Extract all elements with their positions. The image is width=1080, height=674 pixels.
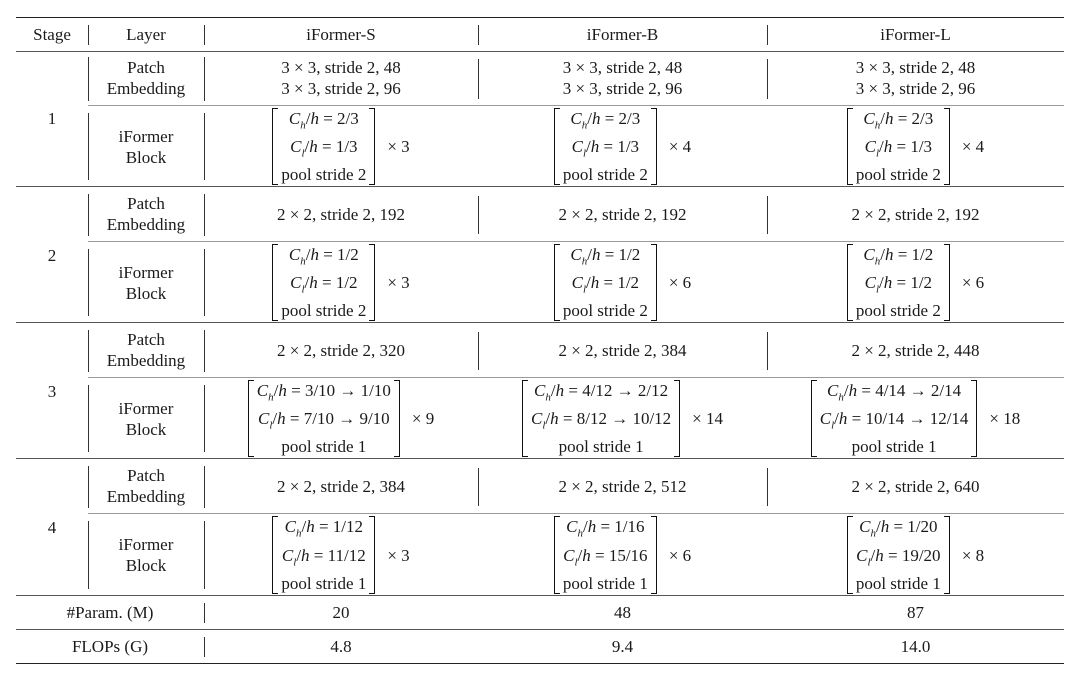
patch-embedding-label-4	[88, 462, 204, 510]
matrix-body	[254, 380, 394, 458]
cl-value: 1/3	[335, 137, 358, 156]
ch-ratio: $C_h/h = 1/2$	[570, 244, 641, 267]
bracket-matrix	[272, 244, 375, 322]
right-bracket	[369, 108, 375, 186]
pool-stride: pool stride 1	[281, 573, 367, 593]
cl-ratio: $C_l/h = 15/16$	[563, 545, 648, 568]
param-value-2: 48	[614, 602, 631, 622]
cl-value: 1/2	[335, 273, 358, 292]
patch-embedding-label-1	[88, 53, 204, 103]
cl-value: 7/10 → 9/10	[303, 409, 390, 428]
patch-config-s2-2	[478, 190, 767, 238]
header-rule	[16, 51, 1064, 52]
block-config-s1-3	[767, 109, 1064, 184]
divider	[478, 196, 479, 234]
config-matrix	[847, 108, 984, 186]
stage-number-1: 1	[47, 109, 57, 128]
right-bracket	[651, 516, 657, 594]
block-config-s2-1	[204, 245, 478, 320]
block-config-s3-3	[767, 381, 1064, 456]
ch-value: 3/10 → 1/10	[304, 380, 391, 400]
divider	[767, 59, 768, 99]
bracket-matrix	[554, 108, 657, 186]
model-header-2: iFormer-B	[586, 24, 659, 44]
ch-ratio: $C_h/h = 4/14 \to 2/14$	[827, 380, 962, 403]
flops-value-3: 14.0	[900, 636, 931, 656]
bracket-matrix	[847, 108, 950, 186]
row-separator	[88, 105, 1064, 106]
iformer-block-label-1	[88, 109, 204, 184]
divider	[767, 468, 768, 506]
config-matrix	[522, 380, 723, 458]
patch-embedding-label-1-line1: Patch	[127, 58, 165, 77]
patch-embedding-label-4-line2: Embedding	[106, 487, 186, 506]
patch-config-s2-1	[204, 190, 478, 238]
ch-value: 4/14 → 2/14	[875, 380, 962, 400]
iformer-block-label-2-line1: iFormer	[118, 262, 174, 282]
config-matrix	[248, 380, 434, 458]
patch-embedding-label-2	[88, 190, 204, 238]
config-matrix	[272, 244, 409, 322]
layer-header: Layer	[126, 24, 166, 44]
patch-config-s1-1	[204, 53, 478, 103]
ch-value: 2/3	[618, 108, 641, 128]
block-config-s1-2	[478, 109, 767, 184]
pool-stride: pool stride 2	[855, 165, 941, 185]
right-bracket	[674, 380, 680, 458]
repeat-count: × 9	[411, 409, 435, 428]
patch-embedding-label-2-line2: Embedding	[106, 215, 186, 234]
right-bracket	[944, 108, 950, 186]
patch-config-line: 2 × 2, stride 2, 192	[558, 204, 687, 224]
cl-ratio: $C_l/h = 11/12$	[281, 545, 366, 568]
bracket-matrix	[248, 380, 400, 458]
ch-value: 1/2	[337, 244, 359, 264]
divider	[478, 59, 479, 99]
iformer-block-label-2-line2: Block	[125, 283, 167, 303]
iformer-block-label-3-line1: iFormer	[118, 398, 174, 418]
patch-config-s3-3	[767, 326, 1064, 374]
repeat-count: × 4	[668, 137, 692, 156]
stage-2-rule	[16, 322, 1064, 323]
cl-ratio: $C_l/h = 19/20$	[856, 545, 941, 568]
pool-stride: pool stride 2	[281, 301, 367, 321]
param-value-1: 20	[332, 602, 350, 622]
patch-config-line: 2 × 2, stride 2, 320	[276, 340, 406, 360]
ch-ratio: $C_h/h = 4/12 \to 2/12$	[534, 380, 669, 403]
patch-config-line: 2 × 2, stride 2, 640	[851, 476, 980, 496]
model-header-3: iFormer-L	[880, 24, 951, 44]
ch-value: 1/2	[618, 244, 641, 264]
cl-ratio: $C_l/h = 8/12 \to 10/12$	[530, 409, 672, 432]
cl-value: 1/2	[910, 273, 933, 292]
stage-1-rule	[16, 186, 1064, 187]
patch-embedding-label-1-line2: Embedding	[106, 79, 186, 98]
right-bracket	[651, 108, 657, 186]
divider	[767, 196, 768, 234]
matrix-body	[560, 516, 651, 594]
patch-config-s1-3	[767, 53, 1064, 103]
matrix-body	[853, 516, 944, 594]
cl-ratio: $C_l/h = 1/3$	[571, 137, 640, 160]
patch-config-line: 3 × 3, stride 2, 96	[281, 79, 401, 98]
bracket-matrix	[272, 516, 375, 594]
matrix-body	[853, 244, 944, 322]
patch-config-line: 2 × 2, stride 2, 448	[851, 340, 980, 360]
patch-config-line: 2 × 2, stride 2, 384	[276, 476, 406, 496]
matrix-body	[278, 108, 369, 186]
repeat-count: × 3	[387, 273, 410, 292]
bracket-matrix	[847, 244, 950, 322]
pool-stride: pool stride 2	[562, 165, 648, 185]
patch-config-s1-2	[478, 53, 767, 103]
ch-ratio: $C_h/h = 1/12$	[284, 517, 364, 540]
patch-config-s4-3	[767, 462, 1064, 510]
right-bracket	[971, 380, 977, 458]
iformer-block-label-4-line2: Block	[125, 556, 167, 575]
config-matrix	[847, 516, 984, 594]
ch-value: 2/3	[337, 108, 359, 128]
patch-embedding-label-2-line1: Patch	[127, 194, 165, 213]
config-matrix	[554, 108, 691, 186]
repeat-count: × 4	[961, 137, 985, 156]
flops-label: FLOPs (G)	[71, 636, 149, 656]
divider	[478, 468, 479, 506]
patch-embedding-label-3-line1: Patch	[127, 330, 165, 349]
pool-stride: pool stride 1	[851, 437, 937, 457]
model-header-1: iFormer-S	[306, 24, 376, 44]
stage-number-2: 2	[47, 245, 57, 265]
flops-value-1: 4.8	[330, 636, 352, 656]
repeat-count: × 18	[989, 409, 1021, 428]
ch-value: 1/12	[332, 517, 364, 537]
iformer-block-label-4	[88, 517, 204, 593]
right-bracket	[369, 244, 375, 322]
repeat-count: × 6	[961, 273, 985, 292]
patch-config-line: 3 × 3, stride 2, 96	[562, 79, 683, 98]
patch-config-line: 2 × 2, stride 2, 384	[558, 340, 687, 360]
row-separator	[88, 241, 1064, 242]
patch-config-s3-1	[204, 326, 478, 374]
config-matrix	[811, 380, 1021, 458]
patch-config-s2-3	[767, 190, 1064, 238]
cl-value: 1/2	[617, 273, 640, 292]
right-bracket	[394, 380, 400, 458]
cl-ratio: $C_l/h = 1/2$	[571, 273, 640, 296]
pool-stride: pool stride 2	[281, 165, 367, 185]
iformer-block-label-2	[88, 245, 204, 320]
block-config-s4-3	[767, 517, 1064, 593]
bracket-matrix	[522, 380, 680, 458]
patch-config-line: 3 × 3, stride 2, 48	[562, 58, 683, 77]
ch-value: 1/16	[614, 517, 645, 537]
pool-stride: pool stride 2	[855, 301, 941, 321]
cl-ratio: $C_l/h = 1/2$	[290, 273, 358, 296]
ch-ratio: $C_h/h = 1/2$	[863, 244, 934, 267]
iformer-block-label-1-line1: iFormer	[118, 126, 174, 146]
repeat-count: × 3	[387, 137, 410, 156]
bracket-matrix	[272, 108, 375, 186]
patch-embedding-label-4-line1: Patch	[127, 466, 165, 485]
pool-stride: pool stride 1	[562, 573, 648, 593]
ch-value: 4/12 → 2/12	[582, 380, 669, 400]
patch-config-s4-2	[478, 462, 767, 510]
cl-ratio: $C_l/h = 1/3$	[864, 137, 933, 160]
ch-ratio: $C_h/h = 1/16$	[566, 517, 645, 540]
block-config-s4-2	[478, 517, 767, 593]
config-matrix	[847, 244, 984, 322]
ch-ratio: $C_h/h = 2/3$	[288, 108, 359, 131]
cl-value: 19/20	[901, 545, 941, 565]
row-separator	[88, 377, 1064, 378]
block-config-s2-2	[478, 245, 767, 320]
patch-config-line: 2 × 2, stride 2, 192	[851, 204, 980, 224]
cl-value: 15/16	[608, 545, 648, 565]
matrix-body	[853, 108, 944, 186]
bracket-matrix	[811, 380, 978, 458]
ch-ratio: $C_h/h = 2/3$	[570, 108, 641, 131]
repeat-count: × 8	[961, 545, 985, 565]
patch-embedding-label-3	[88, 326, 204, 374]
matrix-body	[560, 244, 651, 322]
cl-value: 1/3	[910, 137, 933, 156]
config-matrix	[554, 244, 691, 322]
patch-config-line: 2 × 2, stride 2, 192	[276, 204, 406, 224]
matrix-body	[528, 380, 674, 458]
ch-ratio: $C_h/h = 1/2$	[288, 244, 359, 267]
patch-embedding-label-3-line2: Embedding	[106, 351, 186, 370]
ch-ratio: $C_h/h = 2/3$	[863, 108, 934, 131]
param-value-3: 87	[907, 602, 924, 622]
ch-value: 1/2	[911, 244, 934, 264]
cl-value: 8/12 → 10/12	[576, 409, 672, 428]
block-config-s1-1	[204, 109, 478, 184]
ch-value: 1/20	[907, 517, 938, 537]
block-config-s4-1	[204, 517, 478, 593]
bottom-rule	[16, 663, 1064, 664]
repeat-count: × 3	[387, 545, 410, 565]
bracket-matrix	[554, 244, 657, 322]
ch-value: 2/3	[911, 108, 934, 128]
pool-stride: pool stride 2	[562, 301, 648, 321]
iformer-block-label-1-line2: Block	[125, 147, 167, 167]
ch-ratio: $C_h/h = 1/20$	[859, 517, 938, 540]
repeat-count: × 6	[668, 273, 692, 292]
right-bracket	[944, 244, 950, 322]
config-matrix	[554, 516, 691, 594]
block-config-s2-3	[767, 245, 1064, 320]
pool-stride: pool stride 1	[558, 437, 644, 457]
stage-number-4: 4	[47, 518, 57, 537]
ch-ratio: $C_h/h = 3/10 \to 1/10$	[256, 380, 391, 403]
divider	[478, 332, 479, 370]
pool-stride: pool stride 1	[855, 573, 941, 593]
matrix-body	[560, 108, 651, 186]
patch-config-line: 3 × 3, stride 2, 48	[855, 58, 976, 77]
cl-value: 11/12	[327, 545, 366, 565]
pool-stride: pool stride 1	[281, 437, 367, 457]
patch-config-line: 3 × 3, stride 2, 96	[855, 79, 976, 98]
matrix-body	[278, 244, 369, 322]
row-separator	[88, 513, 1064, 514]
bracket-matrix	[554, 516, 657, 594]
matrix-body	[278, 516, 369, 594]
matrix-body	[817, 380, 972, 458]
cl-ratio: $C_l/h = 10/14 \to 12/14$	[819, 409, 969, 432]
divider	[767, 332, 768, 370]
bracket-matrix	[847, 516, 950, 594]
stage-number-3: 3	[47, 381, 57, 401]
cl-value: 10/14 → 12/14	[865, 409, 969, 428]
iformer-block-label-4-line1: iFormer	[118, 535, 174, 554]
block-config-s3-2	[478, 381, 767, 456]
cl-value: 1/3	[617, 137, 640, 156]
right-bracket	[944, 516, 950, 594]
repeat-count: × 6	[668, 545, 692, 565]
param-label: #Param. (M)	[66, 602, 154, 622]
block-config-s3-1	[204, 381, 478, 456]
stage-3-rule	[16, 458, 1064, 459]
config-matrix	[272, 516, 409, 594]
patch-config-s3-2	[478, 326, 767, 374]
iformer-block-label-3-line2: Block	[125, 419, 167, 439]
flops-value-2: 9.4	[611, 636, 634, 656]
iformer-block-label-3	[88, 381, 204, 456]
repeat-count: × 14	[692, 409, 724, 428]
cl-ratio: $C_l/h = 7/10 \to 9/10$	[257, 409, 390, 432]
config-matrix	[272, 108, 409, 186]
right-bracket	[651, 244, 657, 322]
cl-ratio: $C_l/h = 1/3$	[290, 137, 358, 160]
patch-config-s4-1	[204, 462, 478, 510]
cl-ratio: $C_l/h = 1/2$	[864, 273, 933, 296]
patch-config-line: 2 × 2, stride 2, 512	[558, 476, 687, 496]
right-bracket	[369, 516, 375, 594]
patch-config-line: 3 × 3, stride 2, 48	[281, 58, 401, 77]
stage-header: Stage	[33, 24, 71, 44]
